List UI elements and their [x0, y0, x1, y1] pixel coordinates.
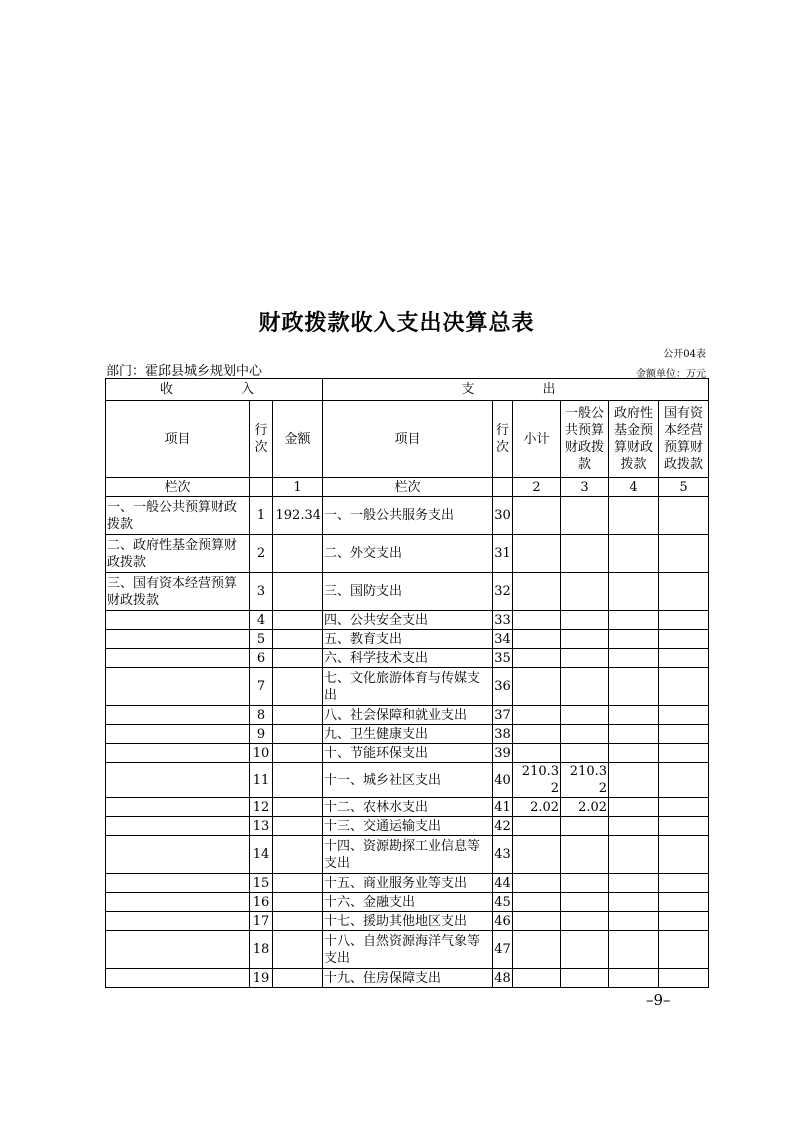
col-header-capital: 国有资本经营预算财政拨款: [659, 401, 709, 478]
general-budget-cell: [561, 573, 609, 611]
income-item-cell: [106, 744, 250, 763]
income-row-number: 19: [250, 969, 273, 988]
fund-budget-cell: [609, 798, 659, 817]
income-amount-cell: [273, 817, 323, 836]
expense-item-cell: 十四、资源勘探工业信息等支出: [323, 836, 493, 874]
table-row: [106, 836, 709, 874]
income-item-cell: 一、一般公共预算财政拨款: [106, 497, 250, 535]
subtotal-cell: [513, 706, 561, 725]
income-row-number: 7: [250, 668, 273, 706]
expense-item-cell: 十二、农林水支出: [323, 798, 493, 817]
capital-budget-cell: [659, 893, 709, 912]
fund-budget-cell: [609, 817, 659, 836]
expense-row-number: 47: [493, 931, 513, 969]
income-amount-cell: [273, 893, 323, 912]
fund-budget-cell: [609, 725, 659, 744]
fund-budget-cell: [609, 706, 659, 725]
fund-budget-cell: [609, 497, 659, 535]
expense-item-cell: 十六、金融支出: [323, 893, 493, 912]
capital-budget-cell: [659, 535, 709, 573]
expense-item-cell: 八、社会保障和就业支出: [323, 706, 493, 725]
expense-item-cell: 十九、住房保障支出: [323, 969, 493, 988]
income-row-number: 10: [250, 744, 273, 763]
general-budget-cell: [561, 836, 609, 874]
general-budget-cell: [561, 931, 609, 969]
income-amount-cell: [273, 535, 323, 573]
expense-header: 支 出: [323, 379, 709, 401]
col-header-amount: 金额: [273, 401, 323, 478]
expense-item-cell: 十三、交通运输支出: [323, 817, 493, 836]
general-budget-cell: [561, 817, 609, 836]
income-amount-cell: [273, 630, 323, 649]
expense-item-cell: 五、教育支出: [323, 630, 493, 649]
general-budget-cell: [561, 874, 609, 893]
subtotal-cell: [513, 573, 561, 611]
table-row: [106, 912, 709, 931]
col-index-3: 3: [561, 478, 609, 497]
general-budget-cell: [561, 725, 609, 744]
capital-budget-cell: [659, 874, 709, 893]
page-title: 财政拨款收入支出决算总表: [258, 310, 535, 336]
fund-budget-cell: [609, 763, 659, 798]
subtotal-cell: [513, 836, 561, 874]
income-row-number: 13: [250, 817, 273, 836]
income-amount-cell: [273, 798, 323, 817]
general-budget-cell: 2.02: [561, 798, 609, 817]
expense-row-number: 34: [494, 631, 511, 647]
col-header-fund: 政府性基金预算财政拨款: [609, 401, 659, 478]
income-amount-cell: 192.34: [273, 497, 323, 535]
income-item-cell: [106, 668, 250, 706]
subtotal-cell: 2.02: [513, 798, 561, 817]
expense-row-number: 48: [494, 970, 511, 986]
expense-row-number: 45: [494, 894, 511, 910]
income-row-number: 8: [250, 706, 273, 725]
fund-budget-cell: [609, 611, 659, 630]
income-amount-cell: [273, 611, 323, 630]
fund-budget-cell: [609, 535, 659, 573]
expense-item-cell: 十一、城乡社区支出: [323, 763, 493, 798]
subtotal-cell: [513, 931, 561, 969]
income-row-number: 6: [250, 649, 273, 668]
income-amount-cell: [273, 912, 323, 931]
col-header-row: 行次: [250, 401, 273, 478]
col-index-empty: [250, 478, 273, 497]
expense-row-number: 38: [494, 726, 511, 742]
fund-budget-cell: [609, 912, 659, 931]
income-item-cell: [106, 893, 250, 912]
income-row-number: 14: [250, 836, 273, 874]
expense-item-cell: 十五、商业服务业等支出: [323, 874, 493, 893]
table-row: [106, 630, 709, 649]
capital-budget-cell: [659, 969, 709, 988]
expense-row-number: 35: [494, 650, 511, 666]
general-budget-cell: [561, 893, 609, 912]
expense-item-cell: 七、文化旅游体育与传媒支出: [323, 668, 493, 706]
income-item-cell: 二、政府性基金预算财政拨款: [106, 535, 250, 573]
subtotal-cell: [513, 874, 561, 893]
capital-budget-cell: [659, 931, 709, 969]
general-budget-cell: [561, 969, 609, 988]
table-row: [106, 893, 709, 912]
subtotal-cell: [513, 744, 561, 763]
capital-budget-cell: [659, 798, 709, 817]
income-row-number: 12: [250, 798, 273, 817]
capital-budget-cell: [659, 817, 709, 836]
col-header-row2: 行次: [493, 401, 513, 478]
income-item-cell: [106, 725, 250, 744]
income-item-cell: 三、国有资本经营预算财政拨款: [106, 573, 250, 611]
capital-budget-cell: [659, 630, 709, 649]
table-row: [106, 744, 709, 763]
subtotal-cell: [513, 912, 561, 931]
subtotal-cell: 210.32: [513, 763, 561, 798]
income-item-cell: [106, 931, 250, 969]
general-budget-cell: [561, 611, 609, 630]
income-header: 收 入: [106, 379, 323, 401]
table-row: [106, 573, 709, 611]
subtotal-cell: [513, 725, 561, 744]
expense-row-number: 39: [494, 745, 511, 761]
income-row-number: 9: [250, 725, 273, 744]
expense-row-number: 43: [493, 836, 513, 874]
expense-row-number: 37: [494, 707, 511, 723]
department-label: 部门：霍邱县城乡规划中心: [106, 364, 263, 379]
income-row-number: 4: [250, 611, 273, 630]
income-item-cell: [106, 798, 250, 817]
income-amount-cell: [273, 668, 323, 706]
col-header-item: 项目: [106, 401, 250, 478]
table-row: [106, 649, 709, 668]
expense-item-cell: 十八、自然资源海洋气象等支出: [323, 931, 493, 969]
capital-budget-cell: [659, 744, 709, 763]
fund-budget-cell: [609, 630, 659, 649]
expense-item-cell: 十、节能环保支出: [323, 744, 493, 763]
col-index-1: 1: [273, 478, 323, 497]
income-item-cell: [106, 706, 250, 725]
expense-row-number: 46: [494, 913, 511, 929]
expense-row-number: 40: [493, 763, 513, 798]
budget-table: [105, 378, 709, 988]
income-row-number: 18: [250, 931, 273, 969]
expense-row-number: 42: [494, 818, 511, 834]
capital-budget-cell: [659, 497, 709, 535]
income-amount-cell: [273, 649, 323, 668]
income-amount-cell: [273, 931, 323, 969]
subtotal-cell: [513, 969, 561, 988]
col-index-5: 5: [659, 478, 709, 497]
income-row-number: 1: [250, 497, 273, 535]
table-row: [106, 611, 709, 630]
income-item-cell: [106, 649, 250, 668]
expense-row-number: 44: [494, 875, 511, 891]
general-budget-cell: [561, 649, 609, 668]
fund-budget-cell: [609, 573, 659, 611]
income-row-number: 15: [250, 874, 273, 893]
fund-budget-cell: [609, 969, 659, 988]
table-row: [106, 874, 709, 893]
table-row: [106, 969, 709, 988]
fund-budget-cell: [609, 668, 659, 706]
subtotal-cell: [513, 893, 561, 912]
capital-budget-cell: [659, 573, 709, 611]
capital-budget-cell: [659, 668, 709, 706]
income-amount-cell: [273, 969, 323, 988]
expense-item-cell: 四、公共安全支出: [323, 611, 493, 630]
unit-label: 金额单位：万元: [636, 369, 706, 380]
fund-budget-cell: [609, 649, 659, 668]
general-budget-cell: [561, 668, 609, 706]
expense-item-cell: 六、科学技术支出: [323, 649, 493, 668]
table-row: [106, 497, 709, 535]
expense-item-cell: 三、国防支出: [323, 573, 493, 611]
subtotal-cell: [513, 611, 561, 630]
table-row: [106, 798, 709, 817]
income-amount-cell: [273, 874, 323, 893]
general-budget-cell: [561, 497, 609, 535]
capital-budget-cell: [659, 836, 709, 874]
subtotal-cell: [513, 497, 561, 535]
col-index-4: 4: [609, 478, 659, 497]
income-item-cell: [106, 874, 250, 893]
general-budget-cell: [561, 630, 609, 649]
subtotal-cell: [513, 649, 561, 668]
capital-budget-cell: [659, 763, 709, 798]
expense-item-cell: 一、一般公共服务支出: [323, 497, 493, 535]
capital-budget-cell: [659, 611, 709, 630]
fund-budget-cell: [609, 893, 659, 912]
table-row: [106, 725, 709, 744]
income-item-cell: [106, 630, 250, 649]
fund-budget-cell: [609, 931, 659, 969]
capital-budget-cell: [659, 706, 709, 725]
fund-budget-cell: [609, 874, 659, 893]
income-item-cell: [106, 912, 250, 931]
income-amount-cell: [273, 725, 323, 744]
col-index-empty2: [493, 478, 513, 497]
income-item-cell: [106, 817, 250, 836]
income-row-number: 11: [250, 763, 273, 798]
income-item-cell: [106, 969, 250, 988]
page-number: –9–: [646, 991, 671, 1009]
table-row: [106, 668, 709, 706]
capital-budget-cell: [659, 912, 709, 931]
income-row-number: 17: [250, 912, 273, 931]
expense-item-cell: 十七、援助其他地区支出: [323, 912, 493, 931]
income-item-cell: [106, 836, 250, 874]
capital-budget-cell: [659, 725, 709, 744]
subtotal-cell: [513, 535, 561, 573]
expense-row-number: 41: [494, 799, 511, 815]
fund-budget-cell: [609, 744, 659, 763]
fund-budget-cell: [609, 836, 659, 874]
table-row: [106, 763, 709, 798]
col-header-general: 一般公共预算财政拨款: [561, 401, 609, 478]
income-amount-cell: [273, 763, 323, 798]
expense-row-number: 31: [493, 535, 513, 573]
col-index-2: 2: [513, 478, 561, 497]
table-row: [106, 931, 709, 969]
expense-row-number: 33: [494, 612, 511, 628]
col-index-label2: 栏次: [323, 478, 493, 497]
col-header-subtotal: 小计: [513, 401, 561, 478]
expense-row-number: 32: [493, 573, 513, 611]
income-row-number: 5: [250, 630, 273, 649]
expense-row-number: 30: [493, 497, 513, 535]
income-amount-cell: [273, 744, 323, 763]
income-item-cell: [106, 763, 250, 798]
col-header-item2: 项目: [323, 401, 493, 478]
table-row: [106, 535, 709, 573]
expense-item-cell: 二、外交支出: [323, 535, 493, 573]
col-index-label: 栏次: [106, 478, 250, 497]
subtotal-cell: [513, 817, 561, 836]
expense-item-cell: 九、卫生健康支出: [323, 725, 493, 744]
expense-row-number: 36: [493, 668, 513, 706]
form-number: 公开04表: [663, 349, 706, 360]
general-budget-cell: 210.32: [561, 763, 609, 798]
income-row-number: 2: [250, 535, 273, 573]
income-amount-cell: [273, 706, 323, 725]
table-row: [106, 706, 709, 725]
income-row-number: 16: [250, 893, 273, 912]
general-budget-cell: [561, 912, 609, 931]
income-row-number: 3: [250, 573, 273, 611]
income-amount-cell: [273, 836, 323, 874]
income-amount-cell: [273, 573, 323, 611]
capital-budget-cell: [659, 649, 709, 668]
income-item-cell: [106, 611, 250, 630]
general-budget-cell: [561, 706, 609, 725]
subtotal-cell: [513, 630, 561, 649]
subtotal-cell: [513, 668, 561, 706]
general-budget-cell: [561, 535, 609, 573]
table-row: [106, 817, 709, 836]
general-budget-cell: [561, 744, 609, 763]
